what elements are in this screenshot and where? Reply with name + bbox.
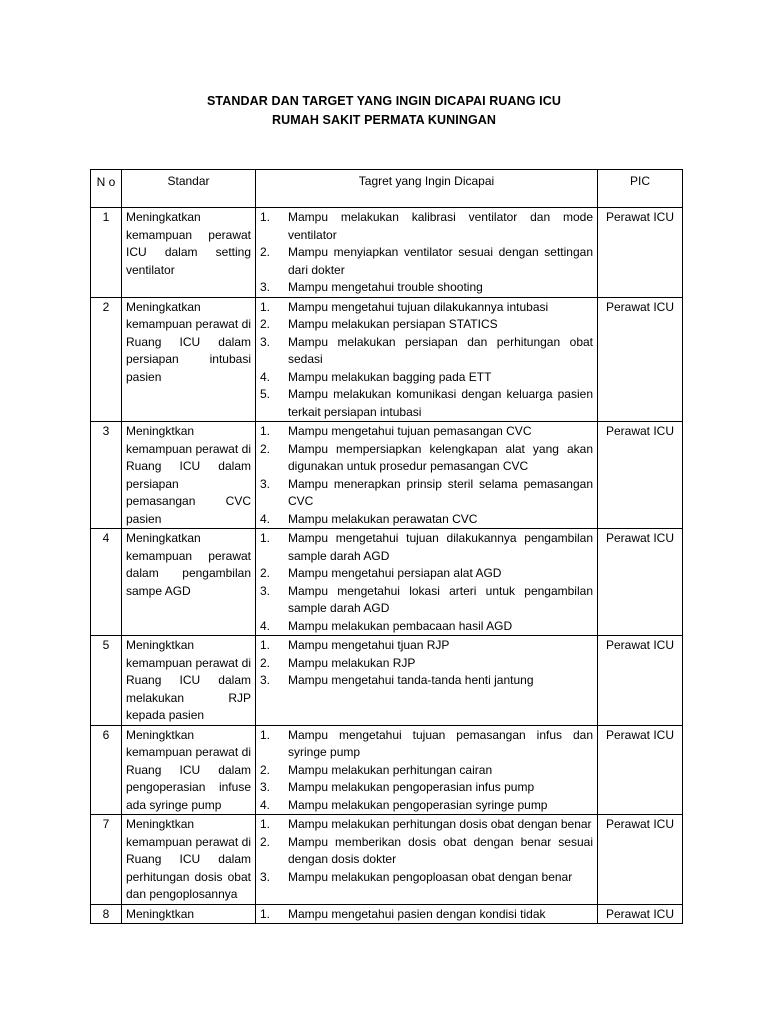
document-title: STANDAR DAN TARGET YANG INGIN DICAPAI RUANG ICU — [206, 94, 562, 108]
target-number: 1. — [260, 638, 271, 652]
target-item — [260, 583, 593, 618]
target-number: 3. — [260, 673, 271, 687]
target-item — [260, 369, 593, 387]
target-item — [260, 209, 593, 244]
row-number — [91, 422, 122, 529]
targets-wrap — [260, 423, 593, 528]
target-text: Mampu melakukan pengoploasan obat dengan benar — [288, 869, 573, 884]
header-pic: PIC — [598, 170, 683, 208]
target-list — [260, 299, 593, 422]
target-text: Mampu melakukan pembacaan hasil AGD — [288, 618, 513, 633]
targets-wrap — [260, 209, 593, 297]
row-pic — [598, 725, 683, 815]
row-standar — [122, 529, 256, 636]
row-number-text: 6 — [102, 727, 110, 742]
target-number: 2. — [260, 762, 271, 777]
table-row — [91, 297, 683, 422]
target-text: Mampu mengetahui lokasi arteri untuk pengambilan sample darah AGD — [288, 583, 593, 615]
row-pic — [598, 815, 683, 905]
targets-wrap — [260, 727, 593, 815]
target-text: Mampu mengetahui tujuan dilakukannya pengambilan sample darah AGD — [288, 531, 593, 563]
row-standar — [122, 636, 256, 726]
targets-wrap — [260, 906, 593, 923]
target-item — [260, 797, 593, 815]
row-number-text: 8 — [102, 906, 110, 921]
standar-text: Meningkatkan kemampuan perawat dalam pengambilan sampe AGD — [126, 531, 251, 598]
table-row — [91, 636, 683, 726]
target-text: Mampu mengetahui tanda-tanda henti jantung — [288, 673, 534, 687]
row-pic — [598, 422, 683, 529]
row-number — [91, 725, 122, 815]
target-text: Mampu melakukan RJP — [288, 655, 416, 670]
target-text: Mampu menyiapkan ventilator sesuai dengan settingan dari dokter — [288, 245, 593, 277]
row-number-text: 1 — [102, 210, 110, 224]
target-item — [260, 244, 593, 279]
target-text: Mampu mengetahui pasien dengan kondisi tidak — [288, 906, 546, 921]
row-standar — [122, 422, 256, 529]
target-item — [260, 816, 593, 834]
target-number: 3. — [260, 780, 271, 794]
pic-text: Perawat ICU — [605, 210, 675, 224]
row-targets — [256, 636, 598, 726]
document-subtitle: RUMAH SAKIT PERMATA KUNINGAN — [271, 113, 497, 127]
target-number: 3. — [260, 334, 271, 349]
standar-text: Meningktkan kemampuan perawat di Ruang ICU dalam melakukan RJP kepada pasien — [126, 638, 251, 722]
standar-text: Meningktkan kemampuan perawat di Ruang ICU dalam persiapan pemasangan CVC pasien — [126, 424, 251, 526]
target-item — [260, 334, 593, 369]
standar-text: Meningktkan — [126, 906, 195, 921]
target-item — [260, 565, 593, 583]
target-list — [260, 906, 593, 923]
row-standar — [122, 725, 256, 815]
row-pic — [598, 636, 683, 726]
table-row — [91, 725, 683, 815]
target-number: 2. — [260, 566, 271, 580]
target-item — [260, 672, 593, 690]
target-text: Mampu mengetahui tjuan RJP — [288, 638, 450, 652]
table-row — [91, 208, 683, 298]
target-number: 2. — [260, 317, 271, 331]
row-number — [91, 815, 122, 905]
target-number: 2. — [260, 441, 271, 456]
target-number: 4. — [260, 511, 271, 526]
standar-text: Meningkatkan kemampuan perawat di Ruang ICU dalam persiapan intubasi pasien — [126, 299, 251, 384]
target-text: Mampu mengetahui tujuan dilakukannya intubasi — [288, 299, 549, 314]
row-targets — [256, 725, 598, 815]
pic-text: Perawat ICU — [605, 638, 675, 652]
target-number: 1. — [260, 531, 271, 545]
target-text: Mampu memberikan dosis obat dengan benar sesuai dengan dosis dokter — [288, 834, 593, 866]
row-number-text: 3 — [102, 424, 110, 438]
row-number — [91, 297, 122, 422]
target-item — [260, 441, 593, 476]
target-item — [260, 727, 593, 762]
target-list — [260, 816, 593, 886]
target-item — [260, 779, 593, 797]
target-number: 2. — [260, 245, 271, 259]
target-number: 3. — [260, 869, 271, 884]
target-item — [260, 476, 593, 511]
target-item — [260, 530, 593, 565]
target-number: 3. — [260, 583, 271, 598]
target-text: Mampu melakukan persiapan dan perhitungan obat sedasi — [288, 334, 593, 366]
target-text: Mampu mengetahui persiapan alat AGD — [288, 566, 502, 580]
row-standar — [122, 297, 256, 422]
row-targets — [256, 529, 598, 636]
standards-table — [90, 169, 683, 924]
target-list — [260, 727, 593, 815]
target-text: Mampu melakukan perhitungan dosis obat dengan benar — [288, 817, 592, 831]
header-target: Tagret yang Ingin Dicapai — [256, 170, 598, 208]
target-text: Mampu melakukan bagging pada ETT — [288, 369, 492, 384]
pic-text: Perawat ICU — [605, 531, 675, 545]
target-item — [260, 299, 593, 317]
target-number: 1. — [260, 817, 271, 831]
row-number-text: 4 — [102, 531, 110, 545]
row-targets — [256, 297, 598, 422]
target-item — [260, 906, 593, 923]
target-number: 5. — [260, 387, 271, 401]
target-item — [260, 655, 593, 673]
target-text: Mampu menerapkan prinsip steril selama pemasangan CVC — [288, 476, 593, 508]
row-standar — [122, 904, 256, 923]
table-header-row — [91, 170, 683, 208]
target-number: 2. — [260, 834, 271, 849]
table-row — [91, 904, 683, 923]
target-list — [260, 530, 593, 635]
row-targets — [256, 422, 598, 529]
target-item — [260, 423, 593, 441]
standar-text: Meningkatkan kemampuan perawat ICU dalam setting ventilator — [126, 210, 251, 277]
header-no: N o — [91, 170, 122, 208]
table-row — [91, 422, 683, 529]
row-standar — [122, 815, 256, 905]
row-targets — [256, 815, 598, 905]
target-item — [260, 511, 593, 529]
target-number: 1. — [260, 906, 271, 921]
row-targets — [256, 208, 598, 298]
target-list — [260, 637, 593, 690]
header-standar: Standar — [122, 170, 256, 208]
target-text: Mampu melakukan perawatan CVC — [288, 511, 478, 526]
target-number: 1. — [260, 210, 271, 224]
targets-wrap — [260, 299, 593, 422]
target-item — [260, 834, 593, 869]
pic-text: Perawat ICU — [605, 727, 675, 742]
row-number — [91, 904, 122, 923]
target-text: Mampu melakukan pengoperasian syringe pump — [288, 797, 548, 812]
target-text: Mampu mempersiapkan kelengkapan alat yang akan digunakan untuk prosedur pemasangan CVC — [288, 441, 593, 473]
target-text: Mampu mengetahui tujuan pemasangan infus dan syringe pump — [288, 727, 593, 759]
target-number: 3. — [260, 280, 271, 294]
target-item — [260, 869, 593, 887]
target-item — [260, 762, 593, 780]
target-number: 1. — [260, 424, 271, 438]
target-number: 1. — [260, 727, 271, 742]
target-text: Mampu melakukan persiapan STATICS — [288, 317, 498, 331]
target-text: Mampu mengetahui trouble shooting — [288, 280, 483, 294]
row-pic — [598, 904, 683, 923]
table-row — [91, 815, 683, 905]
target-number: 1. — [260, 299, 271, 314]
row-number — [91, 208, 122, 298]
target-list — [260, 209, 593, 297]
target-number: 4. — [260, 369, 271, 384]
targets-wrap — [260, 637, 593, 690]
row-number-text: 5 — [102, 638, 110, 652]
target-item — [260, 637, 593, 655]
target-text: Mampu melakukan komunikasi dengan keluarga pasien terkait persiapan intubasi — [288, 387, 593, 419]
row-number-text: 7 — [102, 817, 110, 831]
target-text: Mampu melakukan pengoperasian infus pump — [288, 780, 535, 794]
table-row — [91, 529, 683, 636]
target-text: Mampu mengetahui tujuan pemasangan CVC — [288, 424, 532, 438]
target-list — [260, 423, 593, 528]
target-number: 4. — [260, 797, 271, 812]
table-body — [91, 208, 683, 924]
pic-text: Perawat ICU — [605, 299, 675, 314]
target-text: Mampu melakukan perhitungan cairan — [288, 762, 493, 777]
target-item — [260, 279, 593, 297]
row-pic — [598, 297, 683, 422]
row-pic — [598, 208, 683, 298]
row-number — [91, 636, 122, 726]
targets-wrap — [260, 816, 593, 886]
target-text: Mampu melakukan kalibrasi ventilator dan mode ventilator — [288, 210, 593, 242]
target-number: 4. — [260, 618, 271, 633]
pic-text: Perawat ICU — [605, 817, 675, 831]
row-targets — [256, 904, 598, 923]
target-number: 2. — [260, 655, 271, 670]
standar-text: Meningktkan kemampuan perawat di Ruang ICU dalam pengoperasian infuse ada syringe pump — [126, 727, 251, 812]
target-number: 3. — [260, 476, 271, 491]
targets-wrap — [260, 530, 593, 635]
pic-text: Perawat ICU — [605, 906, 675, 921]
standar-text: Meningktkan kemampuan perawat di Ruang ICU dalam perhitungan dosis obat dan pengoplosannya — [126, 817, 251, 901]
row-number-text: 2 — [102, 299, 110, 314]
row-number — [91, 529, 122, 636]
row-pic — [598, 529, 683, 636]
target-item — [260, 386, 593, 421]
target-item — [260, 316, 593, 334]
pic-text: Perawat ICU — [605, 424, 675, 438]
row-standar — [122, 208, 256, 298]
target-item — [260, 618, 593, 636]
